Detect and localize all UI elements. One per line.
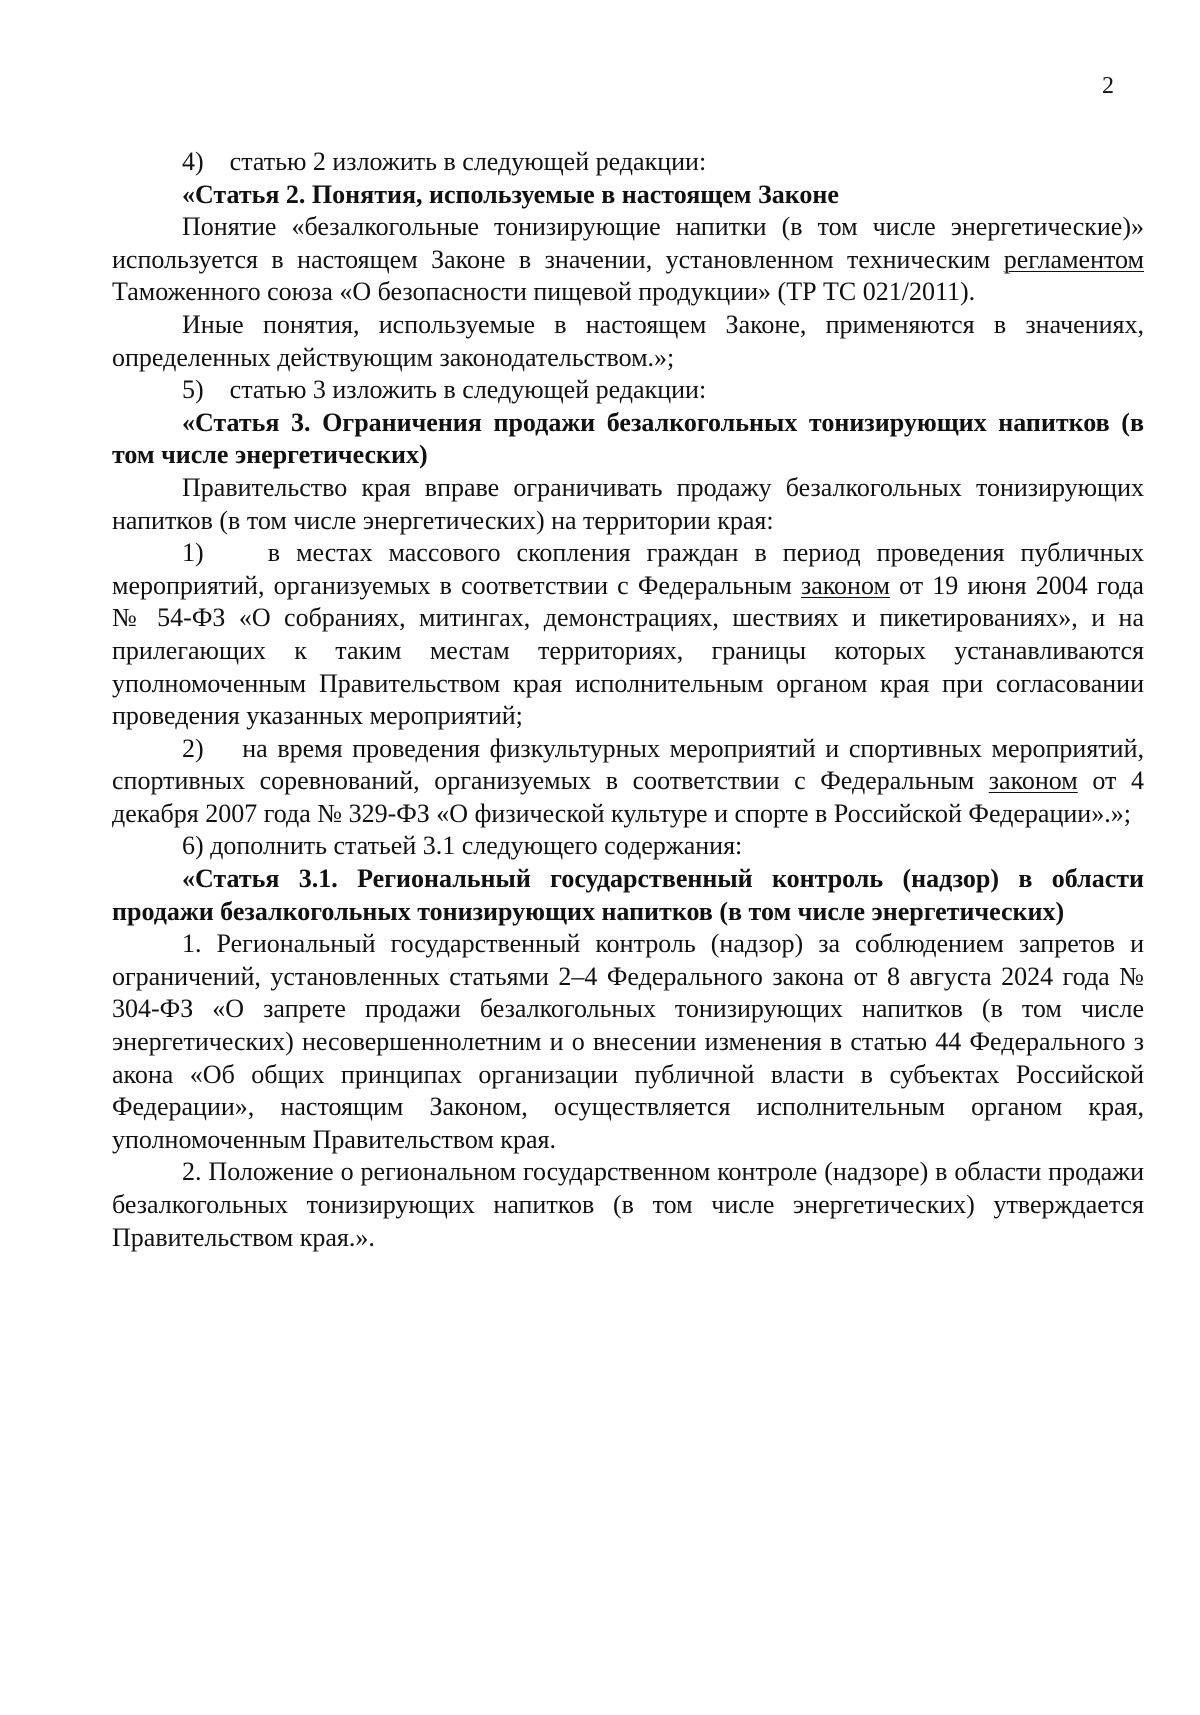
heading-text: «Статья 2. Понятия, используемые в настоящем Законе — [182, 179, 839, 209]
paragraph-text: 1) в местах массового скопления граждан в период проведения публичных мероприятий, организуемых в соответствии с Федеральным — [112, 538, 1144, 600]
amendment-item-4 — [112, 146, 1144, 179]
article-3-1-part-2 — [112, 1156, 1144, 1254]
law-329-fz-link[interactable]: законом — [988, 766, 1078, 796]
paragraph-text: 1. Региональный государственный контроль (надзор) за соблюдением запретов и ограничений, установленных статьями 2–4 Федерального закона от 8 августа 2024 года № 304-ФЗ «О запрете продажи безалкогольных тонизирующих напитков (в том числе энергетических) несовершеннолетним и о внесении изменения в статью 44 Федерального з акона «Об общих принципах организации публичной власти в субъектах Российской Федерации», настоящим Законом, осуществляется исполнительным органом края, уполномоченным Правительством края. — [112, 929, 1144, 1154]
law-54-fz-link[interactable]: законом — [800, 570, 890, 600]
paragraph-text: 5) статью 3 изложить в следующей редакции: — [182, 375, 707, 405]
paragraph-text: от 4 декабря 2007 года № 329-ФЗ «О физической культуре и спорте в Российской Федерации».»; — [112, 766, 1144, 828]
article-3-heading — [112, 407, 1144, 472]
paragraph-text: 2) на время проведения физкультурных мероприятий и спортивных мероприятий, спортивных соревнований, организуемых в соответствии с Федеральным — [112, 733, 1144, 796]
document-body — [112, 146, 1144, 1254]
heading-text: «Статья 3. Ограничения продажи безалкогольных тонизирующих напитков (в том числе энергетических) — [112, 407, 1144, 470]
paragraph-text: от 19 июня 2004 года № 54-ФЗ «О собраниях, митингах, демонстрациях, шествиях и пикетированиях», и на прилегающих к таким местам территориях, границы которых устанавливаются уполномоченным Правительством края исполнительным органом края при согласовании проведения указанных мероприятий; — [112, 570, 1144, 731]
article-3-intro-paragraph — [112, 472, 1144, 537]
paragraph-text: Таможенного союза «О безопасности пищевой продукции» (ТР ТС 021/2011). — [112, 277, 976, 307]
amendment-item-6 — [112, 830, 1144, 863]
article-2-heading — [112, 179, 1144, 212]
article-3-1-part-1 — [112, 928, 1144, 1156]
amendment-item-5 — [112, 374, 1144, 407]
article-2-definition-paragraph — [112, 211, 1144, 309]
reglament-link[interactable]: регламентом — [1003, 244, 1144, 274]
paragraph-text: Правительство края вправе ограничивать продажу безалкогольных тонизирующих напитков (в том числе энергетических) на территории края: — [112, 472, 1144, 535]
heading-text: «Статья 3.1. Региональный государственный контроль (надзор) в области продажи безалкогольных тонизирующих напитков (в том числе энергетических) — [112, 864, 1144, 926]
paragraph-text: 4) статью 2 изложить в следующей редакции: — [182, 147, 707, 176]
article-3-1-heading — [112, 863, 1144, 928]
article-2-other-terms-paragraph — [112, 309, 1144, 374]
page-number: 2 — [1102, 73, 1114, 99]
paragraph-text: Понятие «безалкогольные тонизирующие напитки (в том числе энергетические)» используется в настоящем Законе в значении, установленном техническим — [112, 212, 1144, 274]
article-3-item-1 — [112, 537, 1144, 733]
article-3-item-2 — [112, 733, 1144, 831]
paragraph-text: 6) дополнить статьей 3.1 следующего содержания: — [182, 831, 743, 861]
paragraph-text: Иные понятия, используемые в настоящем Законе, применяются в значениях, определенных действующим законодательством.»; — [112, 309, 1144, 372]
paragraph-text: 2. Положение о региональном государственном контроле (надзоре) в области продажи безалкогольных тонизирующих напитков (в том числе энергетических) утверждается Правительством края.». — [112, 1157, 1144, 1252]
